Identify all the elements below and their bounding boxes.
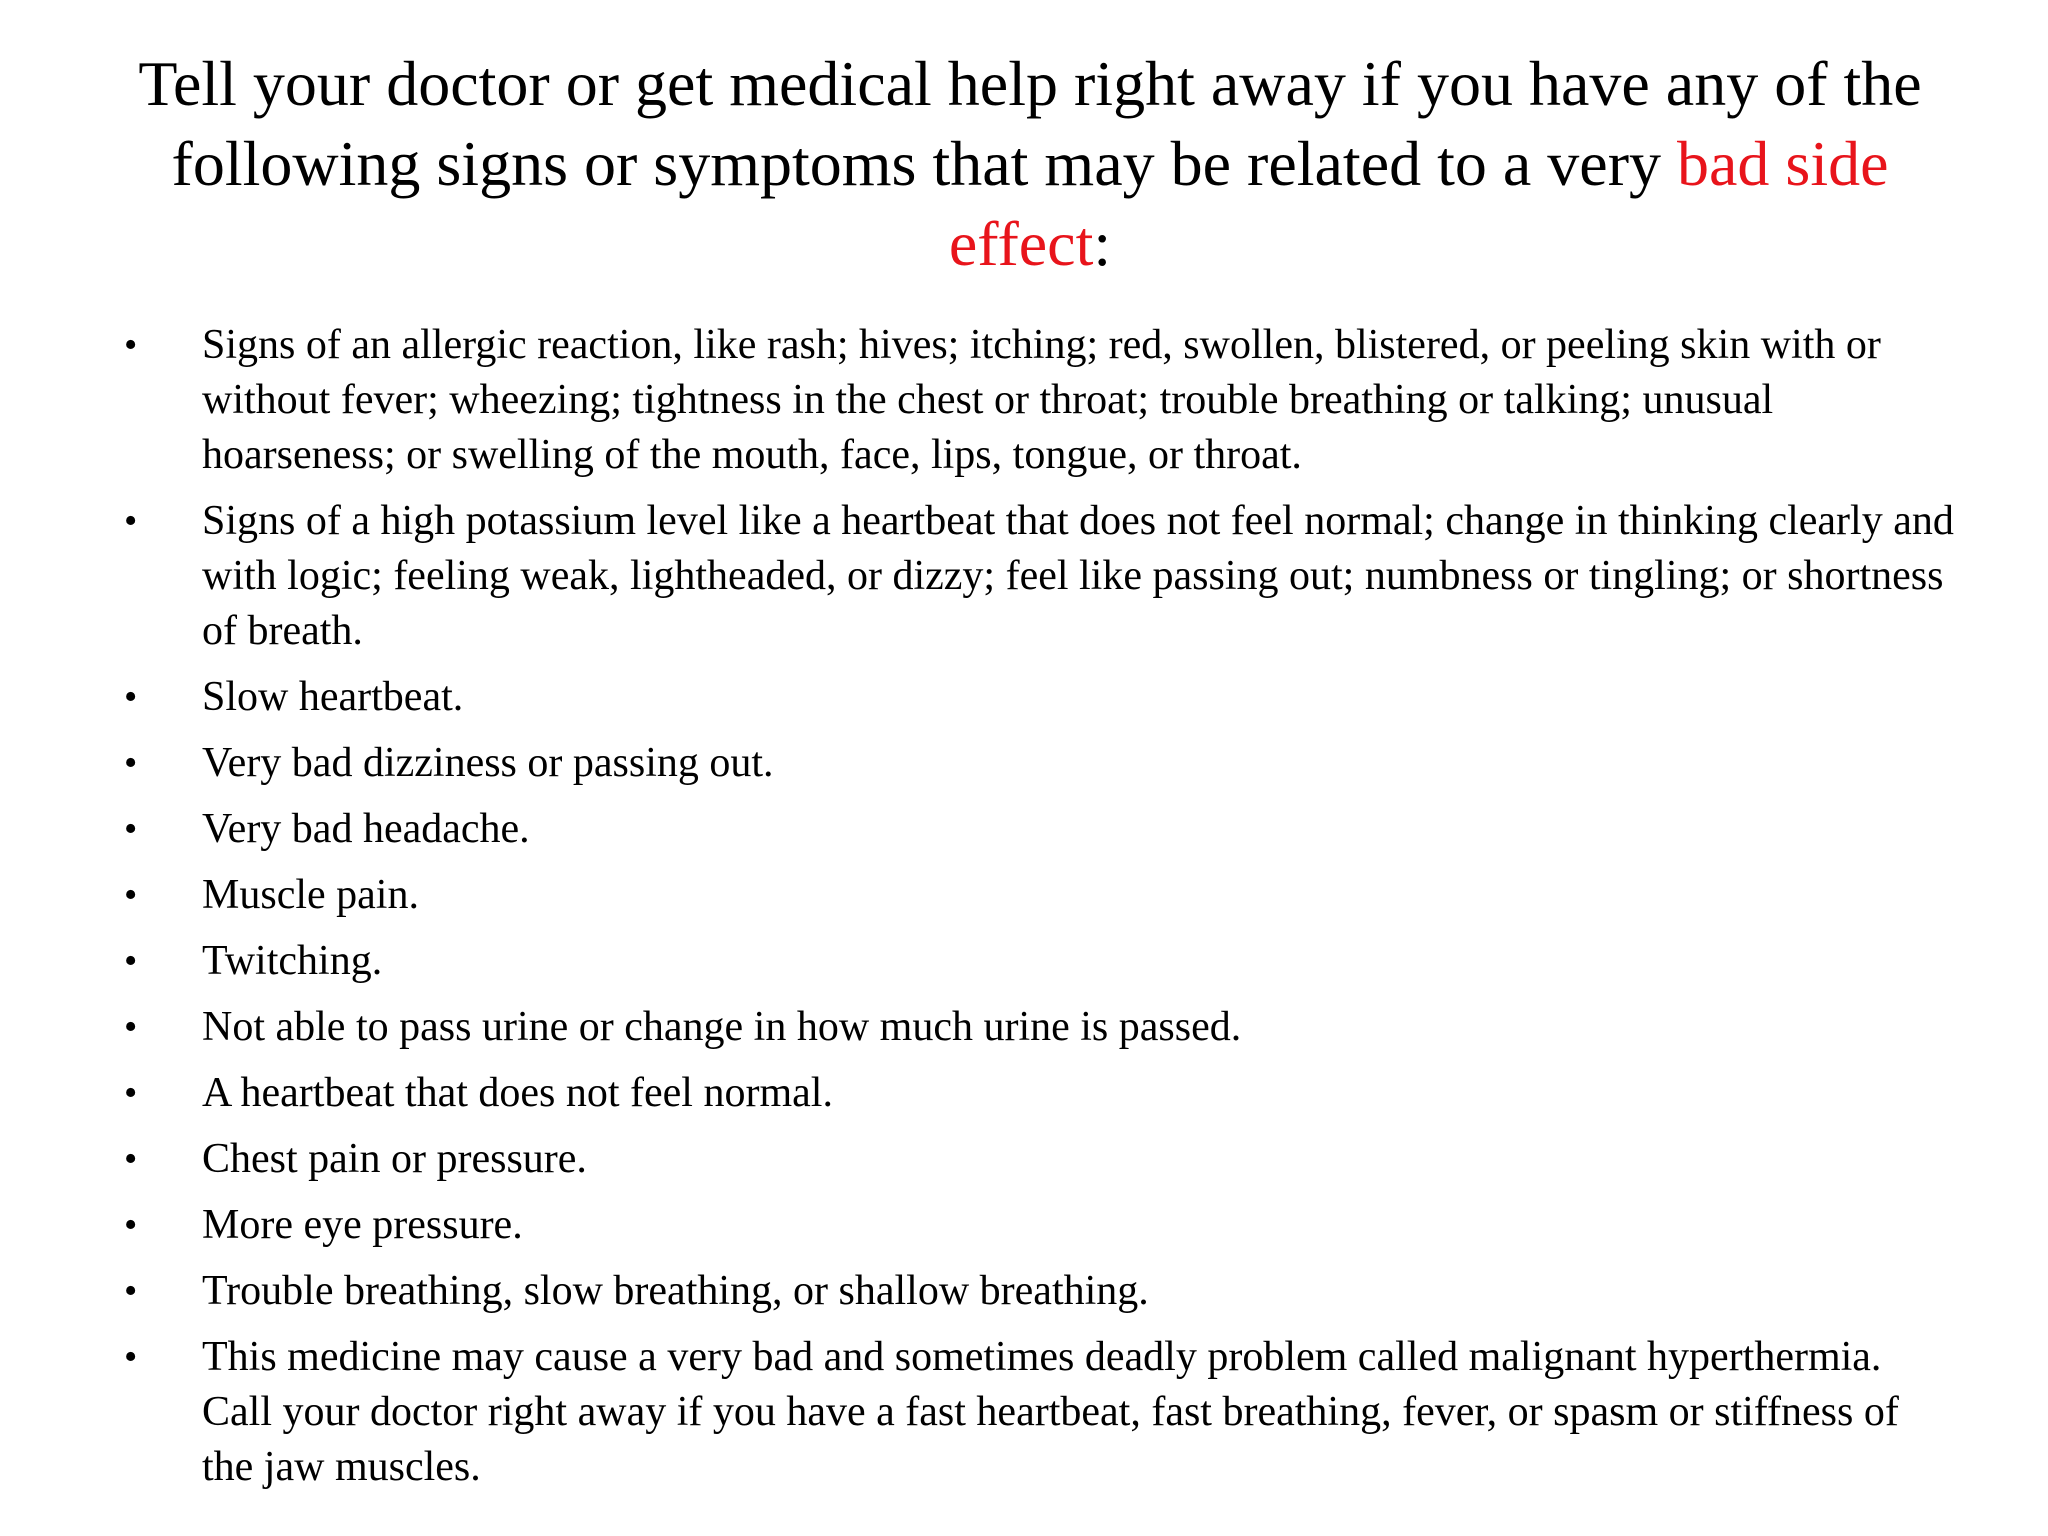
list-item bbox=[120, 318, 1960, 483]
bullet-icon: • bbox=[124, 1336, 138, 1378]
bullet-icon: • bbox=[124, 874, 138, 916]
list-item-text: Slow heartbeat. bbox=[202, 674, 464, 720]
list-item-text: Muscle pain. bbox=[202, 872, 419, 918]
list-item bbox=[120, 868, 1960, 923]
bullet-icon: • bbox=[124, 324, 138, 366]
slide-title bbox=[100, 44, 1960, 284]
list-item bbox=[120, 1198, 1960, 1253]
title-colon: : bbox=[1093, 208, 1112, 279]
list-item bbox=[120, 670, 1960, 725]
title-text: Tell your doctor or get medical help right away if you have any of the following signs or symptoms that may be related to a very bbox=[138, 48, 1922, 199]
bullet-icon: • bbox=[124, 742, 138, 784]
list-item-text: Signs of a high potassium level like a heartbeat that does not feel normal; change in thinking clearly and with logic; feeling weak, lightheaded, or dizzy; feel like passing out; numbness or tingling; or shortness of breath. bbox=[202, 498, 1954, 654]
title-highlight: bad side effect bbox=[948, 128, 1889, 279]
bullet-icon: • bbox=[124, 940, 138, 982]
bullet-icon: • bbox=[124, 1204, 138, 1246]
bullet-icon: • bbox=[124, 1138, 138, 1180]
list-item bbox=[120, 802, 1960, 857]
list-item bbox=[120, 1330, 1960, 1495]
bullet-icon: • bbox=[124, 1006, 138, 1048]
list-item-text: Trouble breathing, slow breathing, or shallow breathing. bbox=[202, 1268, 1149, 1314]
bullet-icon: • bbox=[124, 1270, 138, 1312]
list-item-text: Very bad headache. bbox=[202, 806, 530, 852]
list-item-text: Twitching. bbox=[202, 938, 383, 984]
list-item bbox=[120, 736, 1960, 791]
list-item-text: More eye pressure. bbox=[202, 1202, 523, 1248]
bullet-icon: • bbox=[124, 500, 138, 542]
list-item bbox=[120, 1066, 1960, 1121]
bullet-icon: • bbox=[124, 1072, 138, 1114]
symptom-list bbox=[120, 318, 1960, 1506]
list-item bbox=[120, 1000, 1960, 1055]
list-item-text: A heartbeat that does not feel normal. bbox=[202, 1070, 833, 1116]
bullet-icon: • bbox=[124, 808, 138, 850]
list-item bbox=[120, 494, 1960, 659]
list-item bbox=[120, 1264, 1960, 1319]
list-item-text: Signs of an allergic reaction, like rash; hives; itching; red, swollen, blistered, or peeling skin with or without fever; wheezing; tightness in the chest or throat; trouble breathing or talking; unusual hoarseness; or swelling of the mouth, face, lips, tongue, or throat. bbox=[202, 322, 1881, 478]
list-item-text: Not able to pass urine or change in how much urine is passed. bbox=[202, 1004, 1242, 1050]
list-item bbox=[120, 1132, 1960, 1187]
list-item-text: Very bad dizziness or passing out. bbox=[202, 740, 774, 786]
bullet-icon: • bbox=[124, 676, 138, 718]
list-item bbox=[120, 934, 1960, 989]
list-item-text: This medicine may cause a very bad and sometimes deadly problem called malignant hyperthermia. Call your doctor right away if you have a fast heartbeat, fast breathing, fever, or spasm or stiffness of the jaw muscles. bbox=[202, 1334, 1899, 1490]
list-item-text: Chest pain or pressure. bbox=[202, 1136, 587, 1182]
